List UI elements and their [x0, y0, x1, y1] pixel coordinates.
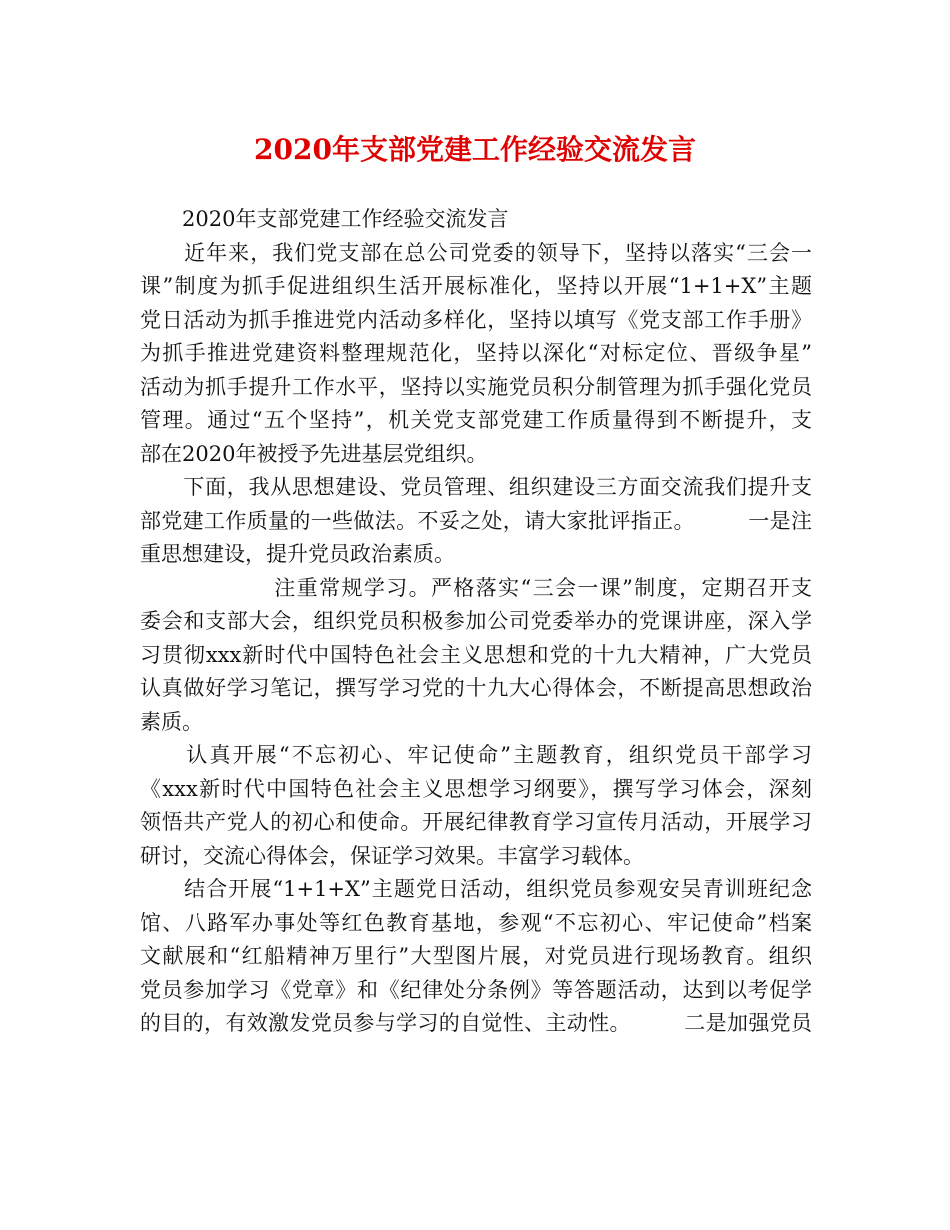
text-line: 文献展和“红船精神万里行”大型图片展，对党员进行现场教育。组织 [140, 944, 812, 968]
text-line: 的目的，有效激发党员参与学习的自觉性、主动性。 二是加强党员 [140, 1011, 812, 1035]
text-line: 结合开展“1+1+X”主题党日活动，组织党员参观安吴青训班纪念 [140, 877, 812, 901]
text-line: 研讨，交流心得体会，保证学习效果。丰富学习载体。 [140, 843, 644, 868]
text-line: 下面，我从思想建设、党员管理、组织建设三方面交流我们提升支 [140, 475, 812, 499]
text-line: 注重常规学习。严格落实“三会一课”制度，定期召开支 [140, 575, 812, 600]
text-line: 重思想建设，提升党员政治素质。 [140, 542, 455, 566]
text-line: 近年来，我们党支部在总公司党委的领导下，坚持以落实“三会一 [140, 240, 812, 265]
text-line: 管理。通过“五个坚持”，机关党支部党建工作质量得到不断提升，支 [140, 408, 812, 432]
text-line: 2020年支部党建工作经验交流发言 [140, 207, 509, 231]
text-line: 认真做好学习笔记，撰写学习党的十九大心得体会，不断提高思想政治 [140, 676, 812, 700]
text-line: 活动为抓手提升工作水平，坚持以实施党员积分制管理为抓手强化党员 [140, 374, 812, 399]
text-line: 部在2020年被授予先进基层党组织。 [140, 441, 488, 466]
text-line: 党日活动为抓手推进党内活动多样化，坚持以填写《党支部工作手册》 [140, 307, 812, 332]
text-line: 《xxx新时代中国特色社会主义思想学习纲要》，撰写学习体会，深刻 [140, 776, 812, 801]
text-line: 素质。 [140, 709, 203, 734]
text-line: 课”制度为抓手促进组织生活开展标准化，坚持以开展“1+1+X”主题 [140, 274, 812, 298]
document-body [140, 203, 812, 1041]
text-line: 认真开展“不忘初心、牢记使命”主题教育，组织党员干部学习 [140, 743, 812, 767]
document-title: 2020年支部党建工作经验交流发言 [254, 133, 696, 166]
text-line: 部党建工作质量的一些做法。不妥之处，请大家批评指正。 一是注 [140, 508, 812, 533]
text-line: 习贯彻xxx新时代中国特色社会主义思想和党的十九大精神，广大党员 [140, 642, 812, 667]
text-line: 馆、八路军办事处等红色教育基地，参观“不忘初心、牢记使命”档案 [140, 910, 812, 935]
text-line: 委会和支部大会，组织党员积极参加公司党委举办的党课讲座，深入学 [140, 609, 812, 633]
text-line: 为抓手推进党建资料整理规范化，坚持以深化“对标定位、晋级争星” [140, 341, 812, 365]
text-line: 党员参加学习《党章》和《纪律处分条例》等答题活动，达到以考促学 [140, 977, 812, 1002]
text-line: 领悟共产党人的初心和使命。开展纪律教育学习宣传月活动，开展学习 [140, 810, 812, 834]
